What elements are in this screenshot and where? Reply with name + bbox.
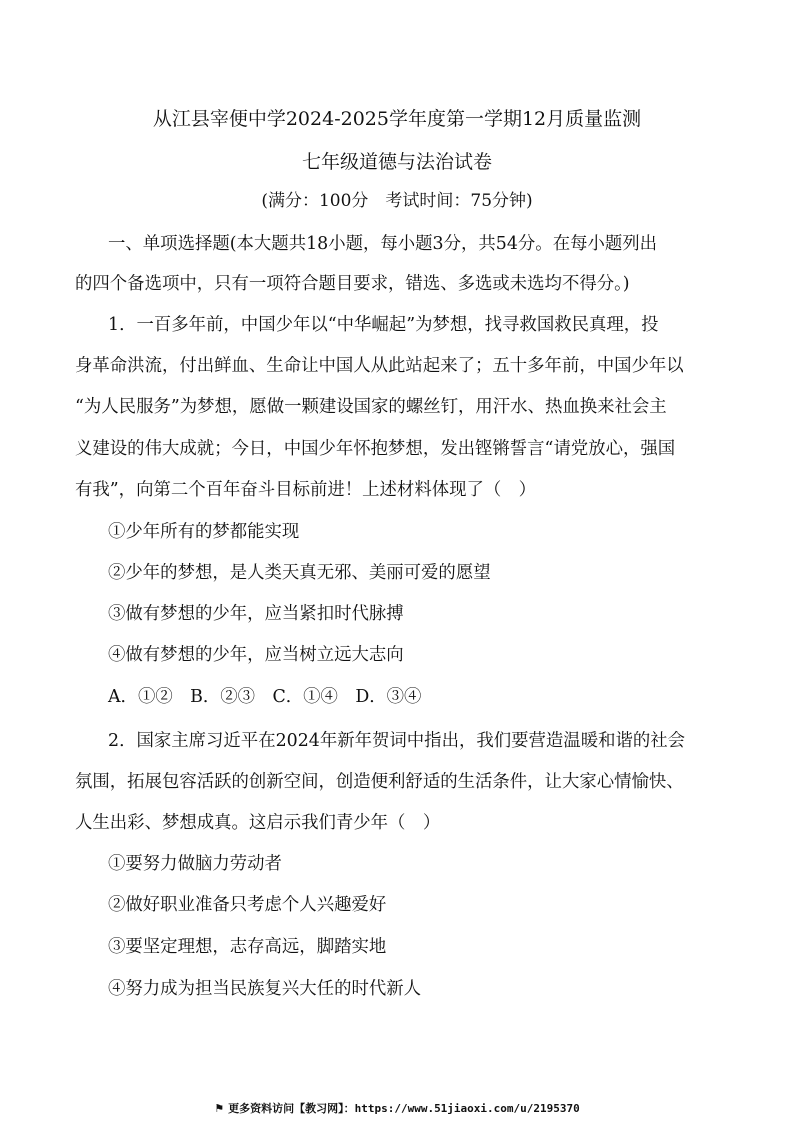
question-1-option-1: ①少年所有的梦都能实现 bbox=[108, 522, 300, 542]
question-2-line-1: 2．国家主席习近平在2024年新年贺词中指出，我们要营造温暖和谐的社会 bbox=[108, 731, 686, 751]
footer-text: 更多资料访问【教习网】：https://www.51jiaoxi.com/u/2195370 bbox=[228, 1102, 580, 1115]
question-2-line-3: 人生出彩、梦想成真。这启示我们青少年（ ） bbox=[75, 813, 441, 833]
question-2-option-4: ④努力成为担当民族复兴大任的时代新人 bbox=[108, 979, 422, 999]
question-1-line-4: 义建设的伟大成就；今日，中国少年怀抱梦想，发出铿锵誓言“请党放心，强国 bbox=[75, 439, 676, 459]
question-2-option-2: ②做好职业准备只考虑个人兴趣爱好 bbox=[108, 895, 387, 915]
section-instruction-line-2: 的四个备选项中，只有一项符合题目要求，错选、多选或未选均不得分。) bbox=[75, 274, 630, 294]
flag-icon: ⚑ bbox=[214, 1102, 225, 1115]
section-instruction-line-1: 一、单项选择题(本大题共18小题，每小题3分，共54分。在每小题列出 bbox=[108, 234, 658, 254]
footer-link[interactable] bbox=[0, 1102, 794, 1116]
exam-title: 从江县宰便中学2024-2025学年度第一学期12月质量监测 bbox=[152, 108, 642, 130]
exam-subtitle: 七年级道德与法治试卷 bbox=[301, 151, 492, 173]
question-2-option-3: ③要坚定理想，志存高远，脚踏实地 bbox=[108, 937, 387, 957]
question-1-option-2: ②少年的梦想，是人类天真无邪、美丽可爱的愿望 bbox=[108, 563, 491, 583]
question-1-line-2: 身革命洪流，付出鲜血、生命让中国人从此站起来了；五十多年前，中国少年以 bbox=[75, 356, 684, 376]
question-1-line-1: 1．一百多年前，中国少年以“中华崛起”为梦想，找寻救国救民真理，投 bbox=[108, 315, 659, 335]
question-1-option-3: ③做有梦想的少年，应当紧扣时代脉搏 bbox=[108, 604, 404, 624]
question-2-line-2: 氛围，拓展包容活跃的创新空间，创造便利舒适的生活条件，让大家心情愉快、 bbox=[75, 772, 684, 792]
question-1-line-3: “为人民服务”为梦想，愿做一颗建设国家的螺丝钉，用汗水、热血换来社会主 bbox=[75, 397, 667, 417]
question-1-option-4: ④做有梦想的少年，应当树立远大志向 bbox=[108, 645, 404, 665]
exam-meta: (满分：100分 考试时间：75分钟) bbox=[261, 191, 533, 211]
question-2-option-1: ①要努力做脑力劳动者 bbox=[108, 854, 282, 874]
question-1-line-5: 有我”，向第二个百年奋斗目标前进！上述材料体现了（ ） bbox=[75, 480, 537, 500]
question-1-choices: A．①② B．②③ C．①④ D．③④ bbox=[108, 687, 422, 707]
